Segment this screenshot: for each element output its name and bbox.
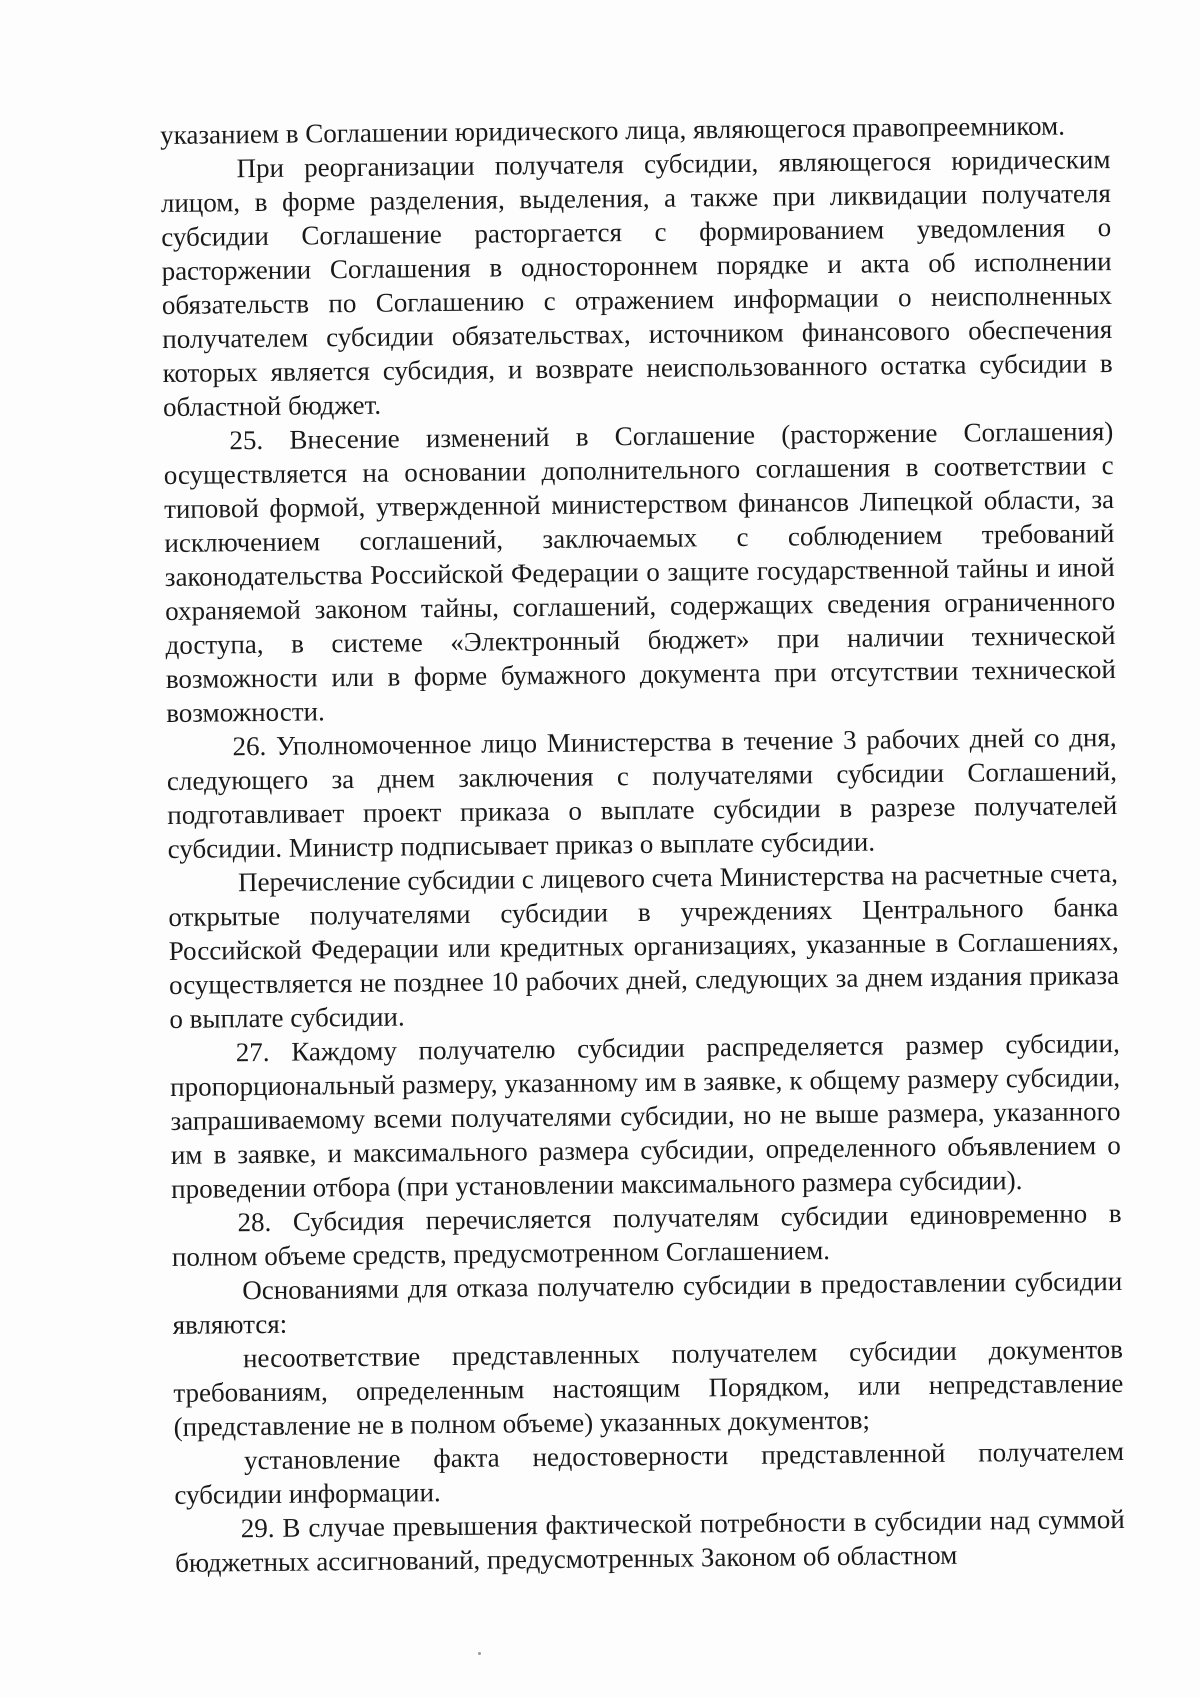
paragraph-nonconformity: несоответствие представленных получателем субсидии документов требованиям, определенным настоящим Порядком, или непредставление (представление не в полном объеме) указанных документов; bbox=[173, 1333, 1124, 1442]
paragraph-continuation: указанием в Соглашении юридического лица, являющегося правопреемником. bbox=[160, 110, 1066, 150]
paragraph-26: 26. Уполномоченное лицо Министерства в течение 3 рабочих дней со дня, следующего за днем заключения с получателями субсидии Соглашений, подготавливает проект приказа о выплате субсидии в разрезе получателей субсидии. Министр подписывает приказ о выплате субсидии. bbox=[166, 722, 1118, 864]
paragraph-transfer: Перечисление субсидии с лицевого счета Министерства на расчетные счета, открытые получателями субсидии в учреждениях Центрального банка Российской Федерации или кредитных организациях, указанные в Соглашениях, осуществляется не позднее 10 рабочих дней, следующих за днем издания приказа о выплате субсидии. bbox=[168, 858, 1120, 1034]
paragraph-27: 27. Каждому получателю субсидии распределяется размер субсидии, пропорциональный размеру, указанному им в заявке, к общему размеру субсидии, запрашиваемому всеми получателями субсидии, но не выше размера, указанного им в заявке, и максимального размера субсидии, определенного объявлением о проведении отбора (при установлении максимального размера субсидии). bbox=[169, 1028, 1121, 1204]
paragraph-unreliability: установление факта недостоверности представленной получателем субсидии информации. bbox=[174, 1435, 1125, 1510]
document-body bbox=[160, 108, 1125, 1580]
paragraph-28: 28. Субсидия перечисляется получателям субсидии единовременно в полном объеме средств, предусмотренном Соглашением. bbox=[171, 1197, 1122, 1272]
paragraph-reorganization: При реорганизации получателя субсидии, являющегося юридическим лицом, в форме разделения, выделения, а также при ликвидации получателя субсидии Соглашение расторгается с формированием уведомления о расторжении Соглашения в одностороннем порядке и акта об исполнении обязательств по Соглашению с отражением информации о неисполненных получателем субсидии обязательствах, источником финансового обеспечения которых является субсидия, и возврате неиспользованного остатка субсидии в областной бюджет. bbox=[160, 144, 1113, 422]
paragraph-25: 25. Внесение изменений в Соглашение (расторжение Соглашения) осуществляется на основании дополнительного соглашения в соответствии с типовой формой, утвержденной министерством финансов Липецкой области, за исключением соглашений, заключаемых с соблюдением требований законодательства Российской Федерации о защите государственной тайны и иной охраняемой законом тайны, соглашений, содержащих сведения ограниченного доступа, в системе «Электронный бюджет» при наличии технической возможности или в форме бумажного документа при отсутствии технической возможности. bbox=[163, 416, 1116, 728]
paragraph-29: 29. В случае превышения фактической потребности в субсидии над суммой бюджетных ассигнований, предусмотренных Законом об областном bbox=[174, 1503, 1125, 1578]
scan-speck bbox=[478, 1652, 481, 1655]
paragraph-refusal-grounds: Основаниями для отказа получателю субсидии в предоставлении субсидии являются: bbox=[172, 1265, 1123, 1340]
